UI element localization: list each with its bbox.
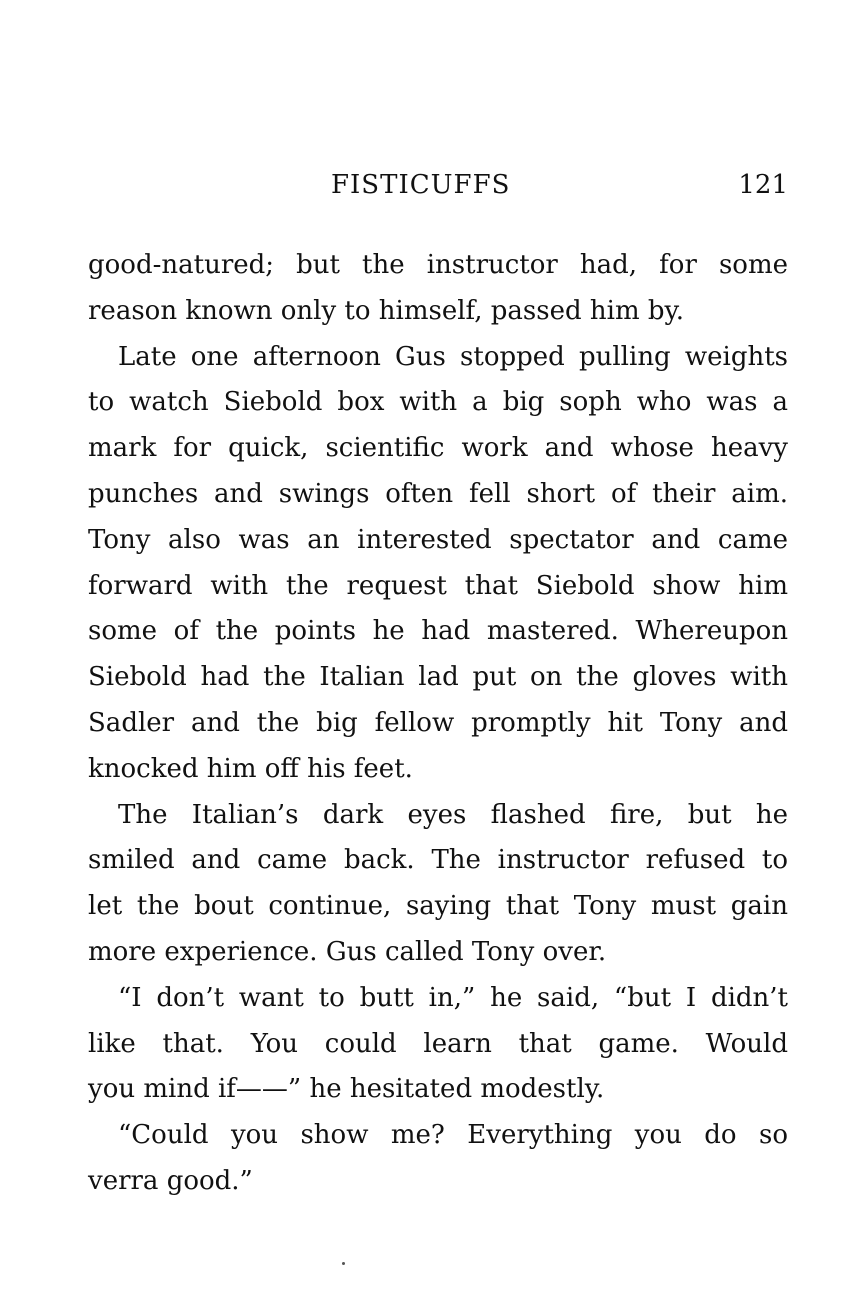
text-line: verra good.” — [88, 1165, 253, 1196]
running-head: FISTICUFFS — [331, 170, 511, 200]
text-line: to watch Siebold box with a big soph who was a — [88, 387, 788, 418]
text-line: Siebold had the Italian lad put on the gloves with — [88, 662, 788, 693]
paragraph — [88, 335, 788, 793]
text-line: knocked him off his feet. — [88, 753, 413, 784]
text-line: Late one afternoon Gus stopped pulling weights — [118, 341, 788, 372]
text-line: like that. You could learn that game. Would — [88, 1028, 788, 1059]
text-line: “Could you show me? Everything you do so — [118, 1120, 788, 1151]
print-speck — [342, 1262, 345, 1265]
text-line: The Italian’s dark eyes flashed fire, but he — [118, 799, 788, 830]
paragraph — [88, 793, 788, 976]
text-line: mark for quick, scientific work and whose heavy — [88, 433, 788, 464]
text-line: Sadler and the big fellow promptly hit Tony and — [88, 707, 788, 738]
text-line: smiled and came back. The instructor refused to — [88, 845, 788, 876]
text-line: more experience. Gus called Tony over. — [88, 936, 607, 967]
text-line: reason known only to himself, passed him by. — [88, 295, 685, 326]
paragraph — [88, 976, 788, 1113]
page-number: 121 — [738, 170, 788, 200]
paragraph — [88, 243, 788, 335]
text-line: you mind if——” he hesitated modestly. — [88, 1074, 605, 1105]
text-line: “I don’t want to butt in,” he said, “but I didn’t — [118, 982, 788, 1013]
body-text — [88, 243, 788, 1205]
text-line: Tony also was an interested spectator and came — [88, 524, 788, 555]
text-line: some of the points he had mastered. Whereupon — [88, 616, 788, 647]
text-line: punches and swings often fell short of their aim. — [88, 478, 788, 509]
page-header — [88, 170, 788, 210]
text-line: forward with the request that Siebold show him — [88, 570, 788, 601]
paragraph — [88, 1113, 788, 1205]
text-line: good-natured; but the instructor had, for some — [88, 250, 788, 280]
text-line: let the bout continue, saying that Tony must gain — [88, 891, 788, 922]
